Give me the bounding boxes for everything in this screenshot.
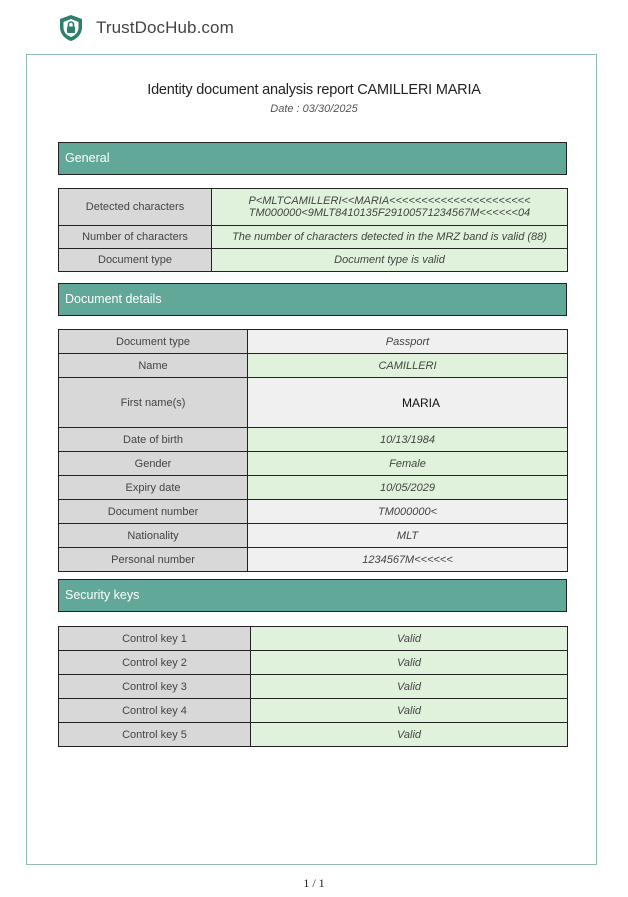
row-label: Personal number bbox=[59, 548, 248, 572]
row-value: TM000000< bbox=[248, 500, 568, 524]
row-label: Control key 1 bbox=[59, 627, 251, 651]
row-value: Valid bbox=[251, 651, 568, 675]
table-row bbox=[59, 378, 568, 428]
row-label: Control key 2 bbox=[59, 651, 251, 675]
row-label: Expiry date bbox=[59, 476, 248, 500]
general-table bbox=[58, 188, 568, 272]
row-value: Valid bbox=[251, 627, 568, 651]
table-row bbox=[59, 723, 568, 747]
table-row bbox=[59, 627, 568, 651]
row-label: Gender bbox=[59, 452, 248, 476]
table-row bbox=[59, 452, 568, 476]
row-value: 10/05/2029 bbox=[248, 476, 568, 500]
row-label: Nationality bbox=[59, 524, 248, 548]
row-value: 10/13/1984 bbox=[248, 428, 568, 452]
row-label: First name(s) bbox=[59, 378, 248, 428]
mrz-line-2: TM000000<9MLT8410135F29100571234567M<<<<<<04 bbox=[248, 207, 531, 219]
row-value: Valid bbox=[251, 675, 568, 699]
brand-name: TrustDocHub.com bbox=[96, 18, 234, 37]
table-row bbox=[59, 699, 568, 723]
row-value: The number of characters detected in the MRZ band is valid (88) bbox=[212, 226, 568, 249]
brand-logo[interactable] bbox=[58, 14, 234, 42]
details-table bbox=[58, 329, 568, 572]
row-label: Detected characters bbox=[59, 189, 212, 226]
security-table bbox=[58, 626, 568, 747]
row-value: MLT bbox=[248, 524, 568, 548]
table-row bbox=[59, 500, 568, 524]
table-row bbox=[59, 354, 568, 378]
row-label: Name bbox=[59, 354, 248, 378]
section-header-document-details: Document details bbox=[58, 283, 567, 316]
table-row bbox=[59, 675, 568, 699]
row-value: Document type is valid bbox=[212, 249, 568, 272]
report-date: Date : 03/30/2025 bbox=[270, 103, 358, 115]
mrz-value bbox=[212, 189, 568, 226]
table-row bbox=[59, 651, 568, 675]
row-value: MARIA bbox=[248, 378, 568, 428]
table-row bbox=[59, 524, 568, 548]
table-row bbox=[59, 226, 568, 249]
row-label: Control key 4 bbox=[59, 699, 251, 723]
table-row bbox=[59, 330, 568, 354]
section-header-security-keys: Security keys bbox=[58, 579, 567, 612]
row-value: Female bbox=[248, 452, 568, 476]
row-label: Date of birth bbox=[59, 428, 248, 452]
shield-lock-icon bbox=[58, 14, 84, 42]
section-header-general: General bbox=[58, 142, 567, 175]
mrz-line-1: P<MLTCAMILLERI<<MARIA<<<<<<<<<<<<<<<<<<<<<< bbox=[248, 195, 531, 207]
row-value: Passport bbox=[248, 330, 568, 354]
row-label: Document type bbox=[59, 249, 212, 272]
row-label: Number of characters bbox=[59, 226, 212, 249]
table-row bbox=[59, 189, 568, 226]
report-title: Identity document analysis report CAMILLERI MARIA bbox=[147, 82, 481, 98]
row-value: CAMILLERI bbox=[248, 354, 568, 378]
row-label: Control key 3 bbox=[59, 675, 251, 699]
row-value: 1234567M<<<<<< bbox=[248, 548, 568, 572]
table-row bbox=[59, 476, 568, 500]
row-value: Valid bbox=[251, 699, 568, 723]
table-row bbox=[59, 428, 568, 452]
row-label: Document number bbox=[59, 500, 248, 524]
row-value: Valid bbox=[251, 723, 568, 747]
table-row bbox=[59, 548, 568, 572]
page-number: 1 / 1 bbox=[303, 876, 325, 890]
table-row bbox=[59, 249, 568, 272]
row-label: Control key 5 bbox=[59, 723, 251, 747]
row-label: Document type bbox=[59, 330, 248, 354]
